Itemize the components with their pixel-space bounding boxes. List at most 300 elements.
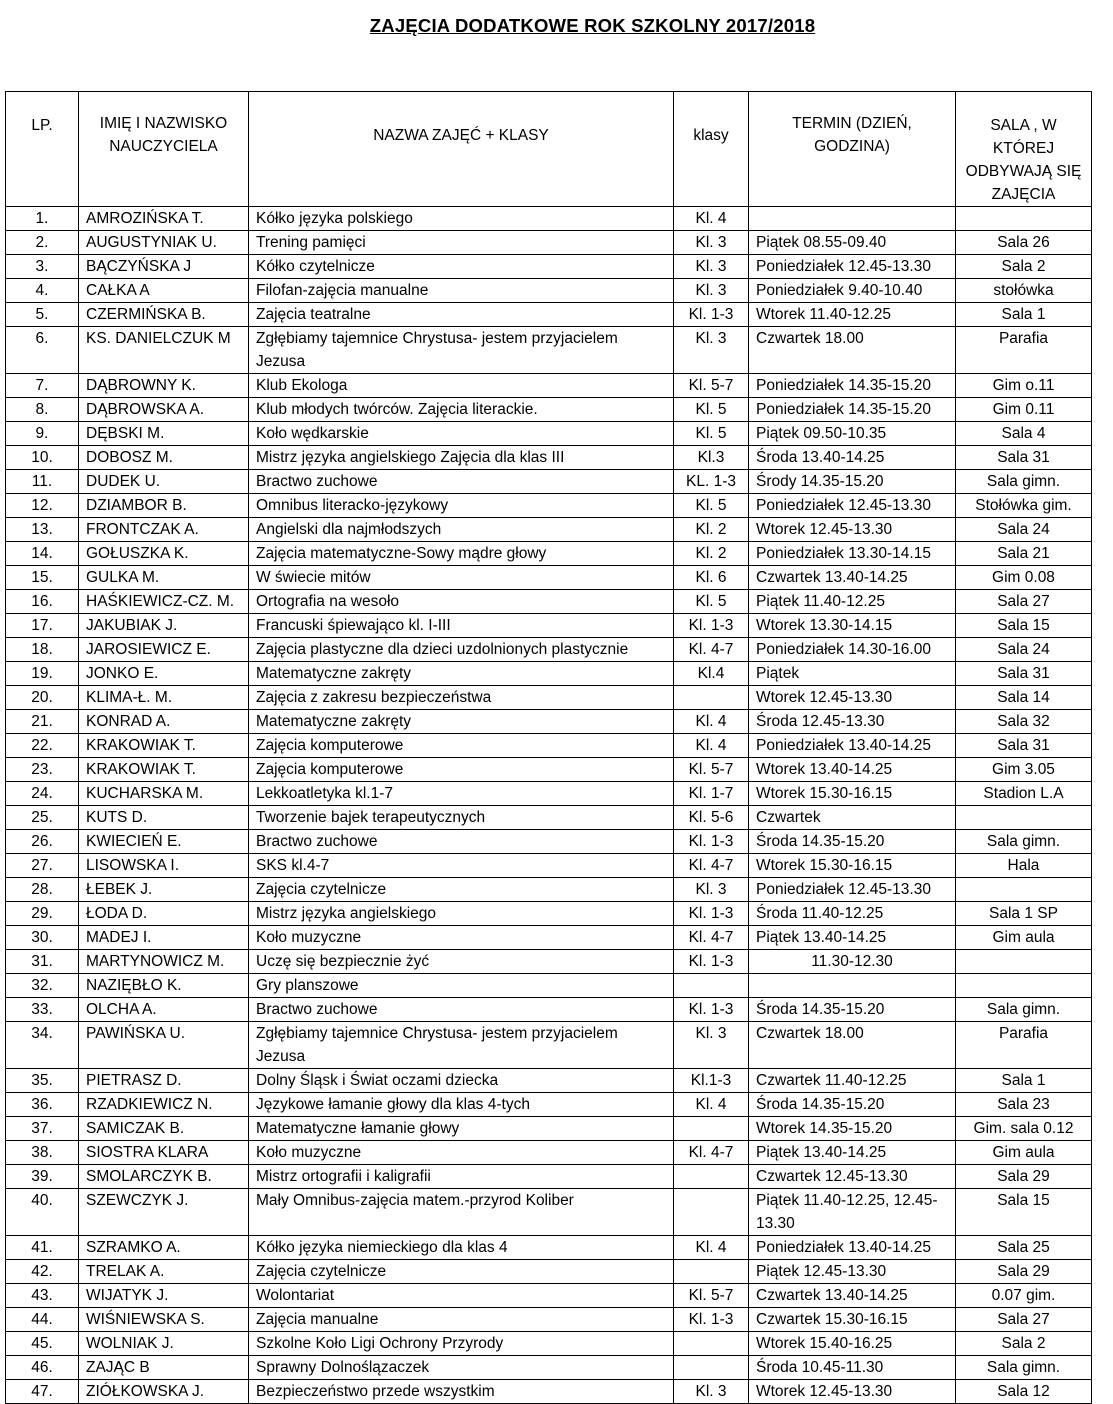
cell-termin: Czwartek 12.45-13.30 bbox=[749, 1165, 956, 1189]
cell-nauczyciel: JAKUBIAK J. bbox=[79, 614, 249, 638]
cell-nauczyciel: AUGUSTYNIAK U. bbox=[79, 231, 249, 255]
table-row bbox=[6, 878, 1092, 902]
header-lp: LP. bbox=[6, 92, 79, 207]
cell-klasy: Kl. 4-7 bbox=[674, 854, 749, 878]
cell-sala: Sala 29 bbox=[956, 1165, 1092, 1189]
cell-lp: 42. bbox=[6, 1260, 79, 1284]
cell-termin: Piątek 11.40-12.25 bbox=[749, 590, 956, 614]
cell-termin: Wtorek 13.30-14.15 bbox=[749, 614, 956, 638]
cell-sala: Hala bbox=[956, 854, 1092, 878]
cell-zajecia: Mistrz języka angielskiego bbox=[249, 902, 674, 926]
cell-lp: 23. bbox=[6, 758, 79, 782]
cell-nauczyciel: MADEJ I. bbox=[79, 926, 249, 950]
cell-lp: 35. bbox=[6, 1069, 79, 1093]
cell-termin: Wtorek 12.45-13.30 bbox=[749, 1380, 956, 1404]
table-row bbox=[6, 1022, 1092, 1069]
cell-klasy: Kl. 4-7 bbox=[674, 926, 749, 950]
cell-sala: Sala gimn. bbox=[956, 470, 1092, 494]
cell-sala: Sala 26 bbox=[956, 231, 1092, 255]
cell-zajecia: Kółko języka polskiego bbox=[249, 207, 674, 231]
cell-lp: 3. bbox=[6, 255, 79, 279]
cell-klasy bbox=[674, 686, 749, 710]
cell-lp: 38. bbox=[6, 1141, 79, 1165]
table-row bbox=[6, 1165, 1092, 1189]
cell-zajecia: Wolontariat bbox=[249, 1284, 674, 1308]
cell-lp: 41. bbox=[6, 1236, 79, 1260]
table-row bbox=[6, 374, 1092, 398]
cell-sala: Stołówka gim. bbox=[956, 494, 1092, 518]
cell-nauczyciel: SZRAMKO A. bbox=[79, 1236, 249, 1260]
table-row bbox=[6, 950, 1092, 974]
cell-nauczyciel: KRAKOWIAK T. bbox=[79, 734, 249, 758]
cell-termin: Wtorek 12.45-13.30 bbox=[749, 686, 956, 710]
cell-lp: 22. bbox=[6, 734, 79, 758]
cell-sala: Sala 25 bbox=[956, 1236, 1092, 1260]
cell-nauczyciel: KWIECIEŃ E. bbox=[79, 830, 249, 854]
table-row bbox=[6, 974, 1092, 998]
table-row bbox=[6, 231, 1092, 255]
table-row bbox=[6, 207, 1092, 231]
table-row bbox=[6, 327, 1092, 374]
cell-nauczyciel: LISOWSKA I. bbox=[79, 854, 249, 878]
cell-zajecia: Zajęcia czytelnicze bbox=[249, 1260, 674, 1284]
cell-zajecia: Matematyczne zakręty bbox=[249, 662, 674, 686]
table-row bbox=[6, 902, 1092, 926]
cell-termin bbox=[749, 974, 956, 998]
table-row bbox=[6, 422, 1092, 446]
cell-klasy: Kl. 5 bbox=[674, 398, 749, 422]
cell-nauczyciel: KLIMA-Ł. M. bbox=[79, 686, 249, 710]
table-row bbox=[6, 255, 1092, 279]
cell-nauczyciel: DĘBSKI M. bbox=[79, 422, 249, 446]
cell-klasy: Kl. 5 bbox=[674, 494, 749, 518]
cell-lp: 36. bbox=[6, 1093, 79, 1117]
cell-zajecia: Lekkoatletyka kl.1-7 bbox=[249, 782, 674, 806]
cell-lp: 6. bbox=[6, 327, 79, 374]
cell-zajecia: Kółko języka niemieckiego dla klas 4 bbox=[249, 1236, 674, 1260]
cell-nauczyciel: AMROZIŃSKA T. bbox=[79, 207, 249, 231]
cell-sala: Sala gimn. bbox=[956, 1356, 1092, 1380]
table-row bbox=[6, 710, 1092, 734]
cell-zajecia: Mały Omnibus-zajęcia matem.-przyrod Koliber bbox=[249, 1189, 674, 1236]
cell-sala: Sala 1 bbox=[956, 303, 1092, 327]
cell-termin: Wtorek 15.30-16.15 bbox=[749, 782, 956, 806]
table-row bbox=[6, 782, 1092, 806]
cell-nauczyciel: DOBOSZ M. bbox=[79, 446, 249, 470]
cell-lp: 12. bbox=[6, 494, 79, 518]
cell-termin: Wtorek 14.35-15.20 bbox=[749, 1117, 956, 1141]
cell-klasy: Kl. 1-3 bbox=[674, 303, 749, 327]
cell-zajecia: Koło muzyczne bbox=[249, 1141, 674, 1165]
cell-termin: Czwartek 13.40-14.25 bbox=[749, 566, 956, 590]
cell-nauczyciel: KRAKOWIAK T. bbox=[79, 758, 249, 782]
cell-lp: 46. bbox=[6, 1356, 79, 1380]
table-row bbox=[6, 662, 1092, 686]
cell-klasy: Kl. 3 bbox=[674, 279, 749, 303]
cell-zajecia: Klub Ekologa bbox=[249, 374, 674, 398]
cell-lp: 11. bbox=[6, 470, 79, 494]
cell-nauczyciel: SZEWCZYK J. bbox=[79, 1189, 249, 1236]
cell-nauczyciel: SMOLARCZYK B. bbox=[79, 1165, 249, 1189]
cell-zajecia: Dolny Śląsk i Świat oczami dziecka bbox=[249, 1069, 674, 1093]
cell-nauczyciel: KUTS D. bbox=[79, 806, 249, 830]
cell-termin: 11.30-12.30 bbox=[749, 950, 956, 974]
cell-nauczyciel: GULKA M. bbox=[79, 566, 249, 590]
cell-zajecia: Zajęcia manualne bbox=[249, 1308, 674, 1332]
table-row bbox=[6, 1308, 1092, 1332]
cell-lp: 44. bbox=[6, 1308, 79, 1332]
header-termin: TERMIN (DZIEŃ, GODZINA) bbox=[749, 92, 956, 207]
table-row bbox=[6, 1332, 1092, 1356]
cell-lp: 37. bbox=[6, 1117, 79, 1141]
cell-termin: Środa 13.40-14.25 bbox=[749, 446, 956, 470]
cell-termin: Poniedziałek 14.35-15.20 bbox=[749, 374, 956, 398]
cell-klasy: Kl. 1-3 bbox=[674, 902, 749, 926]
cell-nauczyciel: DĄBROWSKA A. bbox=[79, 398, 249, 422]
table-row bbox=[6, 1069, 1092, 1093]
cell-lp: 29. bbox=[6, 902, 79, 926]
table-row bbox=[6, 1117, 1092, 1141]
cell-nauczyciel: SIOSTRA KLARA bbox=[79, 1141, 249, 1165]
table-row bbox=[6, 446, 1092, 470]
cell-zajecia: Zajęcia komputerowe bbox=[249, 734, 674, 758]
cell-zajecia: Szkolne Koło Ligi Ochrony Przyrody bbox=[249, 1332, 674, 1356]
cell-zajecia: Gry planszowe bbox=[249, 974, 674, 998]
cell-klasy: Kl.1-3 bbox=[674, 1069, 749, 1093]
cell-nauczyciel: RZADKIEWICZ N. bbox=[79, 1093, 249, 1117]
cell-nauczyciel: CZERMIŃSKA B. bbox=[79, 303, 249, 327]
cell-lp: 33. bbox=[6, 998, 79, 1022]
cell-klasy: Kl. 4 bbox=[674, 734, 749, 758]
cell-sala: Stadion L.A bbox=[956, 782, 1092, 806]
cell-sala: Sala 29 bbox=[956, 1260, 1092, 1284]
table-row bbox=[6, 1380, 1092, 1404]
cell-termin bbox=[749, 207, 956, 231]
cell-klasy bbox=[674, 974, 749, 998]
cell-zajecia: Zajęcia matematyczne-Sowy mądre głowy bbox=[249, 542, 674, 566]
cell-termin: Wtorek 11.40-12.25 bbox=[749, 303, 956, 327]
cell-zajecia: Zajęcia teatralne bbox=[249, 303, 674, 327]
cell-nauczyciel: ŁEBEK J. bbox=[79, 878, 249, 902]
cell-zajecia: Filofan-zajęcia manualne bbox=[249, 279, 674, 303]
cell-klasy: Kl. 2 bbox=[674, 518, 749, 542]
cell-termin: Poniedziałek 13.40-14.25 bbox=[749, 734, 956, 758]
cell-zajecia: Tworzenie bajek terapeutycznych bbox=[249, 806, 674, 830]
cell-termin: Poniedziałek 9.40-10.40 bbox=[749, 279, 956, 303]
cell-lp: 19. bbox=[6, 662, 79, 686]
cell-lp: 13. bbox=[6, 518, 79, 542]
cell-termin: Wtorek 13.40-14.25 bbox=[749, 758, 956, 782]
cell-termin: Poniedziałek 14.35-15.20 bbox=[749, 398, 956, 422]
cell-zajecia: Omnibus literacko-językowy bbox=[249, 494, 674, 518]
cell-termin: Wtorek 15.30-16.15 bbox=[749, 854, 956, 878]
schedule-table bbox=[5, 91, 1092, 1404]
cell-lp: 17. bbox=[6, 614, 79, 638]
cell-sala: Gim 0.08 bbox=[956, 566, 1092, 590]
cell-termin: Poniedziałek 14.30-16.00 bbox=[749, 638, 956, 662]
cell-lp: 26. bbox=[6, 830, 79, 854]
table-row bbox=[6, 854, 1092, 878]
table-row bbox=[6, 470, 1092, 494]
cell-lp: 14. bbox=[6, 542, 79, 566]
cell-lp: 9. bbox=[6, 422, 79, 446]
cell-klasy: Kl. 5-7 bbox=[674, 374, 749, 398]
cell-sala: Sala 27 bbox=[956, 590, 1092, 614]
cell-sala: Sala 4 bbox=[956, 422, 1092, 446]
cell-klasy: Kl. 1-3 bbox=[674, 998, 749, 1022]
cell-klasy bbox=[674, 1165, 749, 1189]
cell-sala: Sala 23 bbox=[956, 1093, 1092, 1117]
cell-sala: Sala 31 bbox=[956, 662, 1092, 686]
cell-sala: Parafia bbox=[956, 327, 1092, 374]
header-nauczyciel: IMIĘ I NAZWISKO NAUCZYCIELA bbox=[79, 92, 249, 207]
cell-nauczyciel: NAZIĘBŁO K. bbox=[79, 974, 249, 998]
header-sala: SALA , W KTÓREJ ODBYWAJĄ SIĘ ZAJĘCIA bbox=[956, 92, 1092, 207]
table-row bbox=[6, 1141, 1092, 1165]
table-row bbox=[6, 686, 1092, 710]
cell-termin: Piątek 09.50-10.35 bbox=[749, 422, 956, 446]
cell-sala: Sala 1 SP bbox=[956, 902, 1092, 926]
cell-klasy: Kl. 3 bbox=[674, 231, 749, 255]
cell-klasy: Kl. 5-6 bbox=[674, 806, 749, 830]
cell-nauczyciel: DUDEK U. bbox=[79, 470, 249, 494]
cell-klasy bbox=[674, 1332, 749, 1356]
cell-zajecia: Koło wędkarskie bbox=[249, 422, 674, 446]
cell-klasy: Kl. 4-7 bbox=[674, 638, 749, 662]
cell-sala bbox=[956, 974, 1092, 998]
cell-zajecia: Mistrz ortografii i kaligrafii bbox=[249, 1165, 674, 1189]
cell-zajecia: Francuski śpiewająco kl. I-III bbox=[249, 614, 674, 638]
table-body bbox=[6, 207, 1092, 1404]
table-row bbox=[6, 590, 1092, 614]
cell-nauczyciel: TRELAK A. bbox=[79, 1260, 249, 1284]
cell-sala: Sala 27 bbox=[956, 1308, 1092, 1332]
cell-klasy: Kl. 1-3 bbox=[674, 830, 749, 854]
header-zajecia: NAZWA ZAJĘĆ + KLASY bbox=[249, 92, 674, 207]
cell-nauczyciel: DĄBROWNY K. bbox=[79, 374, 249, 398]
cell-sala: Sala 14 bbox=[956, 686, 1092, 710]
cell-nauczyciel: WIJATYK J. bbox=[79, 1284, 249, 1308]
cell-zajecia: Koło muzyczne bbox=[249, 926, 674, 950]
header-row bbox=[6, 92, 1092, 207]
cell-nauczyciel: ZAJĄC B bbox=[79, 1356, 249, 1380]
cell-zajecia: Ortografia na wesoło bbox=[249, 590, 674, 614]
cell-klasy: Kl. 5-7 bbox=[674, 758, 749, 782]
cell-sala: Gim. sala 0.12 bbox=[956, 1117, 1092, 1141]
cell-termin: Środa 14.35-15.20 bbox=[749, 830, 956, 854]
cell-termin: Środa 14.35-15.20 bbox=[749, 1093, 956, 1117]
cell-nauczyciel: KS. DANIELCZUK M bbox=[79, 327, 249, 374]
cell-klasy: Kl. 4 bbox=[674, 710, 749, 734]
cell-sala: Sala 31 bbox=[956, 734, 1092, 758]
cell-termin: Piątek 13.40-14.25 bbox=[749, 926, 956, 950]
cell-lp: 8. bbox=[6, 398, 79, 422]
cell-termin: Piątek 11.40-12.25, 12.45-13.30 bbox=[749, 1189, 956, 1236]
cell-sala: Gim aula bbox=[956, 1141, 1092, 1165]
cell-klasy: Kl. 3 bbox=[674, 1022, 749, 1069]
cell-termin: Poniedziałek 12.45-13.30 bbox=[749, 494, 956, 518]
cell-zajecia: Zgłębiamy tajemnice Chrystusa- jestem przyjacielem Jezusa bbox=[249, 327, 674, 374]
cell-lp: 28. bbox=[6, 878, 79, 902]
cell-klasy: Kl. 3 bbox=[674, 327, 749, 374]
cell-termin: Środa 14.35-15.20 bbox=[749, 998, 956, 1022]
cell-termin: Czwartek 13.40-14.25 bbox=[749, 1284, 956, 1308]
cell-nauczyciel: FRONTCZAK A. bbox=[79, 518, 249, 542]
table-row bbox=[6, 638, 1092, 662]
cell-lp: 4. bbox=[6, 279, 79, 303]
cell-termin: Poniedziałek 13.30-14.15 bbox=[749, 542, 956, 566]
cell-klasy: Kl. 1-3 bbox=[674, 950, 749, 974]
cell-termin: Czwartek 18.00 bbox=[749, 1022, 956, 1069]
cell-zajecia: Mistrz języka angielskiego Zajęcia dla klas III bbox=[249, 446, 674, 470]
cell-nauczyciel: PAWIŃSKA U. bbox=[79, 1022, 249, 1069]
cell-zajecia: Zajęcia plastyczne dla dzieci uzdolnionych plastycznie bbox=[249, 638, 674, 662]
table-row bbox=[6, 398, 1092, 422]
cell-zajecia: Zajęcia z zakresu bezpieczeństwa bbox=[249, 686, 674, 710]
cell-sala: Sala 32 bbox=[956, 710, 1092, 734]
cell-zajecia: Kółko czytelnicze bbox=[249, 255, 674, 279]
cell-zajecia: Bractwo zuchowe bbox=[249, 830, 674, 854]
cell-lp: 5. bbox=[6, 303, 79, 327]
cell-lp: 1. bbox=[6, 207, 79, 231]
cell-termin: Poniedziałek 12.45-13.30 bbox=[749, 255, 956, 279]
table-row bbox=[6, 1260, 1092, 1284]
cell-lp: 20. bbox=[6, 686, 79, 710]
table-row bbox=[6, 758, 1092, 782]
cell-zajecia: Uczę się bezpiecznie żyć bbox=[249, 950, 674, 974]
cell-klasy: Kl. 3 bbox=[674, 255, 749, 279]
cell-termin: Piątek 12.45-13.30 bbox=[749, 1260, 956, 1284]
cell-zajecia: Zajęcia komputerowe bbox=[249, 758, 674, 782]
table-row bbox=[6, 566, 1092, 590]
cell-nauczyciel: JAROSIEWICZ E. bbox=[79, 638, 249, 662]
cell-klasy bbox=[674, 1260, 749, 1284]
cell-sala: Sala 1 bbox=[956, 1069, 1092, 1093]
table-row bbox=[6, 1236, 1092, 1260]
cell-lp: 32. bbox=[6, 974, 79, 998]
cell-zajecia: Matematyczne zakręty bbox=[249, 710, 674, 734]
cell-lp: 34. bbox=[6, 1022, 79, 1069]
cell-lp: 43. bbox=[6, 1284, 79, 1308]
cell-nauczyciel: HAŚKIEWICZ-CZ. M. bbox=[79, 590, 249, 614]
cell-klasy: Kl. 4 bbox=[674, 207, 749, 231]
table-row bbox=[6, 614, 1092, 638]
cell-sala: Gim aula bbox=[956, 926, 1092, 950]
table-row bbox=[6, 542, 1092, 566]
table-row bbox=[6, 494, 1092, 518]
cell-termin: Piątek 13.40-14.25 bbox=[749, 1141, 956, 1165]
cell-klasy: Kl. 4 bbox=[674, 1236, 749, 1260]
cell-termin: Wtorek 15.40-16.25 bbox=[749, 1332, 956, 1356]
cell-lp: 18. bbox=[6, 638, 79, 662]
cell-klasy: Kl. 4-7 bbox=[674, 1141, 749, 1165]
cell-sala bbox=[956, 950, 1092, 974]
cell-zajecia: Sprawny Dolnoślązaczek bbox=[249, 1356, 674, 1380]
cell-klasy: Kl. 4 bbox=[674, 1093, 749, 1117]
cell-klasy: Kl. 5 bbox=[674, 422, 749, 446]
cell-nauczyciel: CAŁKA A bbox=[79, 279, 249, 303]
table-row bbox=[6, 734, 1092, 758]
cell-nauczyciel: KUCHARSKA M. bbox=[79, 782, 249, 806]
table-row bbox=[6, 518, 1092, 542]
table-row bbox=[6, 926, 1092, 950]
cell-termin: Poniedziałek 12.45-13.30 bbox=[749, 878, 956, 902]
table-row bbox=[6, 830, 1092, 854]
cell-sala: Sala 21 bbox=[956, 542, 1092, 566]
table-row bbox=[6, 1284, 1092, 1308]
table-row bbox=[6, 303, 1092, 327]
cell-nauczyciel: JONKO E. bbox=[79, 662, 249, 686]
cell-nauczyciel: WOLNIAK J. bbox=[79, 1332, 249, 1356]
cell-lp: 25. bbox=[6, 806, 79, 830]
cell-zajecia: Zajęcia czytelnicze bbox=[249, 878, 674, 902]
cell-zajecia: SKS kl.4-7 bbox=[249, 854, 674, 878]
cell-lp: 45. bbox=[6, 1332, 79, 1356]
cell-termin: Środa 10.45-11.30 bbox=[749, 1356, 956, 1380]
cell-sala: Sala 31 bbox=[956, 446, 1092, 470]
cell-klasy bbox=[674, 1117, 749, 1141]
page-title: ZAJĘCIA DODATKOWE ROK SZKOLNY 2017/2018 bbox=[369, 15, 816, 36]
cell-zajecia: Zgłębiamy tajemnice Chrystusa- jestem przyjacielem Jezusa bbox=[249, 1022, 674, 1069]
cell-termin: Poniedziałek 13.40-14.25 bbox=[749, 1236, 956, 1260]
cell-lp: 15. bbox=[6, 566, 79, 590]
cell-sala: Gim 3.05 bbox=[956, 758, 1092, 782]
cell-klasy: Kl. 3 bbox=[674, 1380, 749, 1404]
cell-zajecia: Trening pamięci bbox=[249, 231, 674, 255]
cell-lp: 2. bbox=[6, 231, 79, 255]
cell-termin: Piątek bbox=[749, 662, 956, 686]
cell-sala: Sala 2 bbox=[956, 255, 1092, 279]
cell-sala: Gim o.11 bbox=[956, 374, 1092, 398]
cell-klasy: Kl. 1-3 bbox=[674, 614, 749, 638]
cell-sala: stołówka bbox=[956, 279, 1092, 303]
cell-nauczyciel: SAMICZAK B. bbox=[79, 1117, 249, 1141]
cell-sala: 0.07 gim. bbox=[956, 1284, 1092, 1308]
cell-termin: Czwartek 11.40-12.25 bbox=[749, 1069, 956, 1093]
cell-termin: Czwartek bbox=[749, 806, 956, 830]
cell-sala: Sala 15 bbox=[956, 1189, 1092, 1236]
cell-lp: 31. bbox=[6, 950, 79, 974]
cell-zajecia: Bezpieczeństwo przede wszystkim bbox=[249, 1380, 674, 1404]
cell-termin: Piątek 08.55-09.40 bbox=[749, 231, 956, 255]
cell-nauczyciel: KONRAD A. bbox=[79, 710, 249, 734]
cell-lp: 47. bbox=[6, 1380, 79, 1404]
cell-lp: 40. bbox=[6, 1189, 79, 1236]
cell-sala bbox=[956, 806, 1092, 830]
cell-nauczyciel: PIETRASZ D. bbox=[79, 1069, 249, 1093]
cell-lp: 16. bbox=[6, 590, 79, 614]
table-row bbox=[6, 806, 1092, 830]
cell-termin: Środy 14.35-15.20 bbox=[749, 470, 956, 494]
cell-nauczyciel: ŁODA D. bbox=[79, 902, 249, 926]
cell-zajecia: Klub młodych twórców. Zajęcia literackie. bbox=[249, 398, 674, 422]
cell-klasy: KL. 1-3 bbox=[674, 470, 749, 494]
table-row bbox=[6, 279, 1092, 303]
cell-sala bbox=[956, 207, 1092, 231]
cell-lp: 27. bbox=[6, 854, 79, 878]
cell-zajecia: Matematyczne łamanie głowy bbox=[249, 1117, 674, 1141]
cell-zajecia: Językowe łamanie głowy dla klas 4-tych bbox=[249, 1093, 674, 1117]
cell-sala: Sala gimn. bbox=[956, 998, 1092, 1022]
cell-klasy: Kl. 1-7 bbox=[674, 782, 749, 806]
cell-nauczyciel: GOŁUSZKA K. bbox=[79, 542, 249, 566]
cell-sala bbox=[956, 878, 1092, 902]
header-klasy: klasy bbox=[674, 92, 749, 207]
cell-lp: 10. bbox=[6, 446, 79, 470]
cell-lp: 30. bbox=[6, 926, 79, 950]
cell-termin: Wtorek 12.45-13.30 bbox=[749, 518, 956, 542]
table-row bbox=[6, 1093, 1092, 1117]
